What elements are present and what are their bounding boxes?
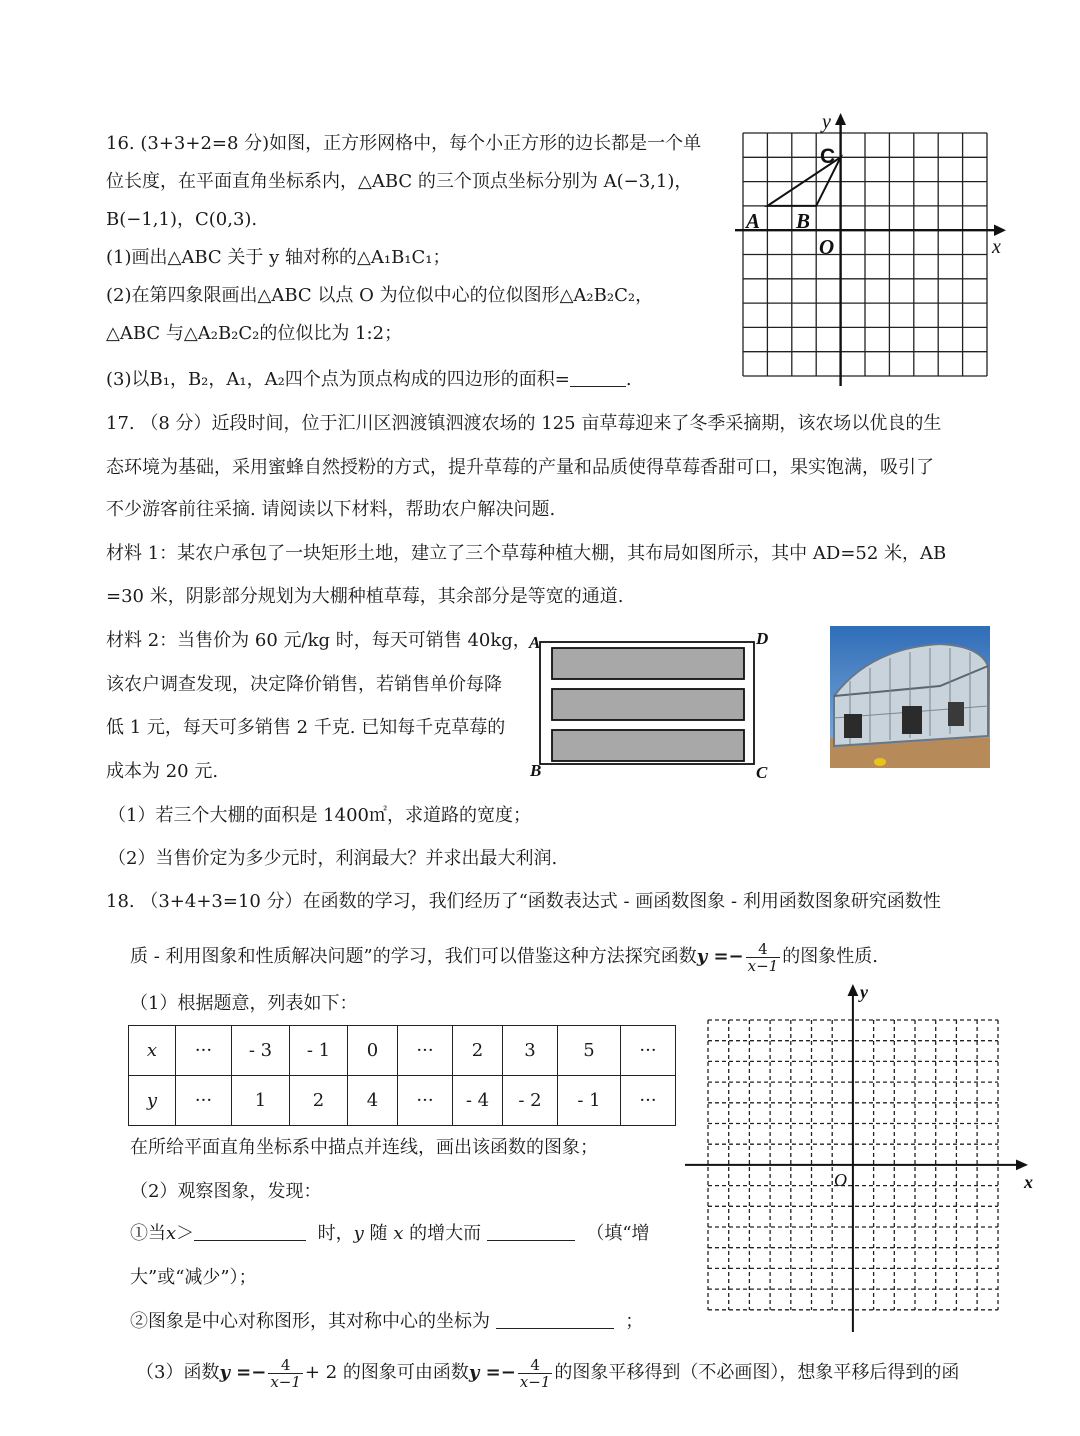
greenhouse-3 [552, 730, 744, 761]
table-cell: ··· [398, 1076, 453, 1126]
q17-line-3: 不少游客前往采摘. 请阅读以下材料，帮助农户解决问题. [106, 499, 556, 520]
q16-y-label: y [822, 111, 831, 133]
table-cell: 2 [453, 1026, 503, 1076]
table-cell: 4 [348, 1076, 398, 1126]
q16-line-3: B(−1,1)，C(0,3). [106, 209, 258, 230]
q17-material-2b: 该农户调查发现，决定降价销售，若销售单价每降 [106, 674, 502, 695]
q16-part-3-text: (3)以B₁，B₂，A₁，A₂四个点为顶点构成的四边形的面积= [106, 369, 570, 390]
obs1-var-x2: x [393, 1223, 404, 1244]
table-cell: ··· [176, 1076, 232, 1126]
corner-a-label: A [529, 633, 541, 652]
obs1-trend-blank[interactable] [487, 1223, 575, 1241]
table-cell: 1 [232, 1076, 290, 1126]
q18-observation-2 [130, 1310, 643, 1334]
q18-line-2 [130, 940, 878, 974]
obs2-end: ； [625, 1311, 644, 1332]
q16-coordinate-grid [730, 108, 1020, 398]
q17-material-2c: 低 1 元，每天可多销售 2 千克. 已知每千克草莓的 [106, 717, 506, 738]
q18-x-label: x [1024, 1172, 1033, 1192]
obs1-mid: 时， [317, 1223, 354, 1244]
table-cell: x [129, 1026, 176, 1076]
q16-x-arrow [994, 225, 1006, 237]
q18-y-label: y [860, 982, 868, 1002]
q18-line-2-end: 的图象性质. [782, 946, 878, 967]
part3-fraction-1-den: x−1 [270, 1372, 301, 1391]
q18-origin-label: O [834, 1170, 847, 1190]
q16-line-2: 位长度，在平面直角坐标系内，△ABC 的三个顶点坐标分别为 A(−3,1)， [106, 171, 693, 192]
q16-grid-lines [743, 133, 987, 376]
q16-point-b-label: B [796, 209, 811, 233]
q18-part-3 [136, 1356, 959, 1390]
q18-observation-1 [130, 1222, 650, 1246]
table-cell: y [129, 1076, 176, 1126]
q18-y-arrow [848, 984, 859, 996]
table-cell: 3 [503, 1026, 558, 1076]
greenhouse-photo [830, 626, 990, 768]
q16-origin-label: O [819, 235, 835, 259]
q17-line-2: 态环境为基础，采用蜜蜂自然授粉的方式，提升草莓的产量和品质使得草莓香甜可口，果实饱满，吸引了 [106, 457, 934, 478]
table-row-x [129, 1026, 676, 1076]
q18-line-2-text: 质 - 利用图象和性质解决问题”的学习，我们可以借鉴这种方法探究函数 [130, 946, 697, 967]
table-cell: - 3 [232, 1026, 290, 1076]
obs1-var-x: x [166, 1223, 177, 1244]
obs1-mid2: 随 [369, 1223, 388, 1244]
greenhouse-1 [552, 648, 744, 679]
q17-material-1b: =30 米，阴影部分规划为大棚种植草莓，其余部分是等宽的通道. [106, 586, 624, 607]
q17-line-1: 17. （8 分）近段时间，位于汇川区泗渡镇泗渡农场的 125 亩草莓迎来了冬季采摘期，该农场以优良的生 [106, 413, 942, 434]
obs1-mid3: 的增大而 [409, 1223, 482, 1244]
q18-draw-note: 在所给平面直角坐标系中描点并连线，画出该函数的图象； [130, 1137, 598, 1158]
table-cell: ··· [398, 1026, 453, 1076]
greenhouse-layout-figure [528, 628, 778, 783]
table-cell: ··· [621, 1026, 676, 1076]
q18-line-1: 18. （3+4+3=10 分）在函数的学习，我们经历了“函数表达式 - 画函数图象 - 利用函数图象研究函数性 [106, 891, 941, 912]
obs2-center-blank[interactable] [496, 1311, 614, 1329]
q16-answer-blank[interactable] [570, 369, 626, 387]
func-lhs: y =− [696, 946, 744, 967]
q16-part-1: (1)画出△ABC 关于 y 轴对称的△A₁B₁C₁； [106, 247, 451, 268]
q18-x-arrow [1016, 1160, 1028, 1171]
part3-fraction-2-num: 4 [518, 1357, 553, 1374]
part3-func-lhs: y =− [219, 1362, 267, 1383]
corner-c-label: C [756, 763, 768, 782]
greenhouse-2 [552, 689, 744, 720]
q16-part-3-end: . [625, 369, 632, 390]
part3-fraction-2-den: x−1 [519, 1372, 551, 1391]
func-fraction-num: 4 [746, 941, 781, 958]
q18-part-2: （2）观察图象，发现： [130, 1181, 322, 1202]
obs1-prefix: ①当 [130, 1223, 166, 1244]
q16-point-c-label: C [820, 145, 836, 168]
obs1-end: （填“增 [586, 1223, 650, 1244]
obs1-gt: ＞ [176, 1223, 195, 1244]
table-cell: - 1 [290, 1026, 348, 1076]
table-cell: ··· [176, 1026, 232, 1076]
q16-point-a-label: A [746, 209, 761, 233]
table-row-y [129, 1076, 676, 1126]
q18-part-1: （1）根据题意，列表如下： [130, 993, 358, 1014]
part3-plus: + 2 的图象可由函数 [304, 1362, 469, 1383]
table-cell: 5 [558, 1026, 621, 1076]
obs1-threshold-blank[interactable] [194, 1223, 306, 1241]
table-cell: ··· [621, 1076, 676, 1126]
table-cell: 0 [348, 1026, 398, 1076]
q16-x-label: x [992, 236, 1001, 258]
q16-part-2b: △ABC 与△A₂B₂C₂的位似比为 1:2； [106, 323, 403, 344]
q17-material-2d: 成本为 20 元. [106, 761, 219, 782]
q17-material-2a: 材料 2：当售价为 60 元/kg 时，每天可销售 40kg， [106, 630, 531, 651]
part3-func-lhs-2: y =− [468, 1362, 516, 1383]
func-fraction-den: x−1 [747, 956, 779, 975]
part3-fraction-1 [268, 1357, 303, 1390]
table-cell: - 4 [453, 1076, 503, 1126]
part3-suffix: 的图象平移得到（不必画图），想象平移后得到的函 [554, 1362, 960, 1383]
q16-y-arrow [835, 113, 846, 125]
table-cell: 2 [290, 1076, 348, 1126]
q18-coordinate-grid [680, 980, 1050, 1340]
corner-b-label: B [530, 761, 542, 780]
corner-d-label: D [756, 629, 769, 648]
q16-axes [735, 120, 998, 386]
q16-part-3 [106, 368, 632, 392]
obs1-var-y: y [353, 1223, 364, 1244]
q18-observation-1b: 大”或“减少”）； [130, 1267, 257, 1288]
q17-material-1a: 材料 1：某农户承包了一块矩形土地，建立了三个草莓种植大棚，其布局如图所示，其中 AD=52 米，AB [106, 543, 947, 564]
part3-fraction-2 [518, 1357, 553, 1390]
part3-prefix: （3）函数 [136, 1362, 220, 1383]
q17-question-1: （1）若三个大棚的面积是 1400㎡，求道路的宽度； [108, 805, 531, 826]
table-cell: - 2 [503, 1076, 558, 1126]
obs2-text: ②图象是中心对称图形，其对称中心的坐标为 [130, 1311, 490, 1332]
q18-axes [685, 992, 1020, 1332]
q17-question-2: （2）当售价定为多少元时，利润最大？并求出最大利润. [108, 848, 558, 869]
part3-fraction-1-num: 4 [268, 1357, 303, 1374]
value-table [128, 1025, 676, 1126]
func-fraction [746, 941, 781, 974]
q16-line-1: 16. (3+3+2=8 分)如图，正方形网格中，每个小正方形的边长都是一个单 [106, 133, 702, 154]
table-cell: - 1 [558, 1076, 621, 1126]
q16-part-2: (2)在第四象限画出△ABC 以点 O 为位似中心的位似图形△A₂B₂C₂， [106, 285, 654, 306]
